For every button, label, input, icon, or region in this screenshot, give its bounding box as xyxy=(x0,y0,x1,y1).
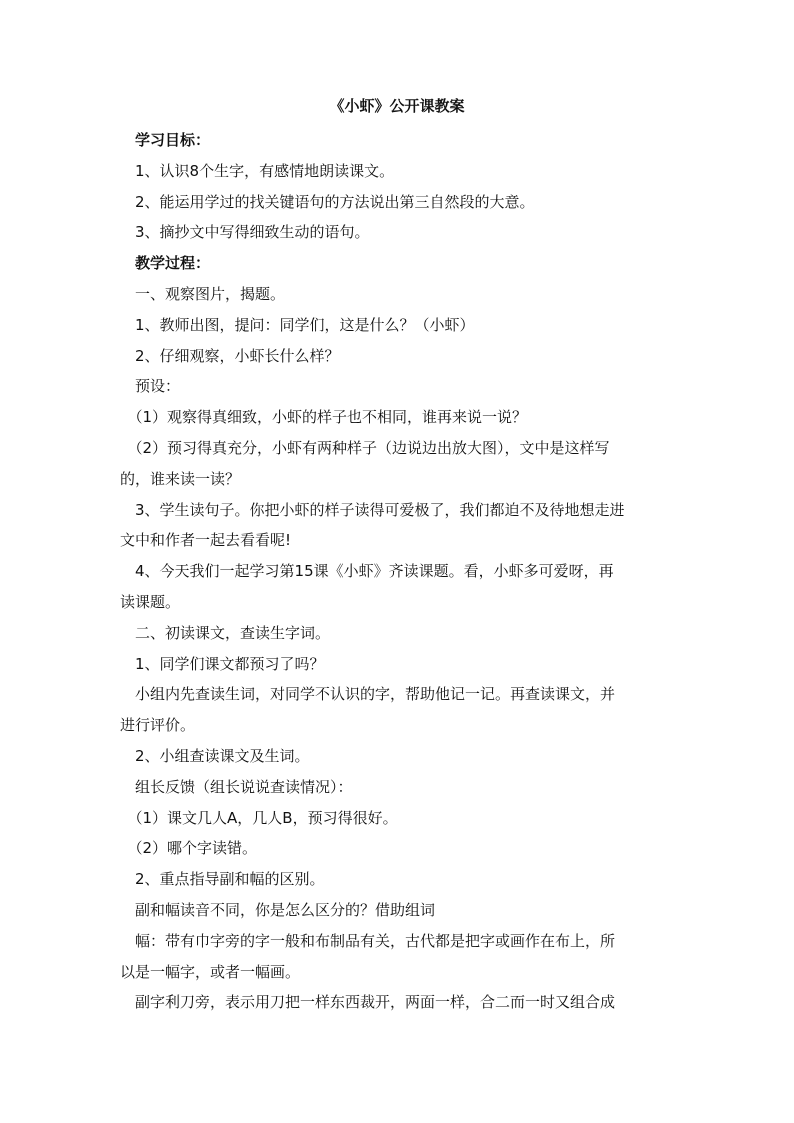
paragraph-line: 以是一幅字，或者一幅画。 xyxy=(120,962,301,981)
paragraph-line: （1）观察得真细致，小虾的样子也不相同，谁再来说一说？ xyxy=(127,408,528,427)
paragraph-line: （1）课文几人A，几人B，预习得很好。 xyxy=(127,808,398,827)
paragraph-line: 3、摘抄文中写得细致生动的语句。 xyxy=(135,223,370,242)
paragraph-line: 2、能运用学过的找关键语句的方法说出第三自然段的大意。 xyxy=(135,192,535,211)
paragraph-line: （2）哪个字读错。 xyxy=(127,839,258,858)
paragraph-line: 1、认识8个生字，有感情地朗读课文。 xyxy=(135,161,395,180)
paragraph-line: 4、今天我们一起学习第15课《小虾》齐读课题。看，小虾多可爱呀，再 xyxy=(135,562,614,581)
paragraph-line: 进行评价。 xyxy=(120,716,196,735)
document-title: 《小虾》公开课教案 xyxy=(329,97,465,115)
paragraph-line: 学习目标： xyxy=(135,131,211,149)
paragraph-line: 组长反馈（组长说说查读情况）： xyxy=(135,777,353,796)
paragraph-line: （2）预习得真充分，小虾有两种样子（边说边出放大图），文中是这样写 xyxy=(127,439,610,457)
paragraph-line: 的，谁来读一读？ xyxy=(120,469,241,488)
paragraph-line: 二、初读课文，查读生字词。 xyxy=(135,623,331,642)
paragraph-line: 文中和作者一起去看看呢! xyxy=(120,531,292,550)
paragraph-line: 读课题。 xyxy=(120,593,181,611)
paragraph-line: 预设： xyxy=(135,377,181,396)
paragraph-line: 副字利刀旁，表示用刀把一样东西裁开，两面一样，合二而一时又组合成 xyxy=(135,993,616,1012)
paragraph-line: 小组内先查读生词，对同学不认识的字，帮助他记一记。再查读课文，并 xyxy=(135,685,616,704)
paragraph-line: 副和幅读音不同，你是怎么区分的？借助组词 xyxy=(135,901,436,919)
paragraph-line: 教学过程： xyxy=(135,254,211,273)
paragraph-line: 2、重点指导副和幅的区别。 xyxy=(135,870,325,889)
paragraph-line: 一、观察图片，揭题。 xyxy=(135,285,286,303)
paragraph-line: 1、教师出图，提问：同学们，这是什么？（小虾） xyxy=(135,315,475,334)
paragraph-line: 2、仔细观察，小虾长什么样？ xyxy=(135,346,340,365)
paragraph-line: 3、学生读句子。你把小虾的样子读得可爱极了，我们都迫不及待地想走进 xyxy=(135,500,625,519)
paragraph-line: 1、同学们课文都预习了吗？ xyxy=(135,654,325,673)
paragraph-line: 2、小组查读课文及生词。 xyxy=(135,747,310,765)
paragraph-line: 幅：带有巾字旁的字一般和布制品有关，古代都是把字或画作在布上，所 xyxy=(135,931,616,950)
